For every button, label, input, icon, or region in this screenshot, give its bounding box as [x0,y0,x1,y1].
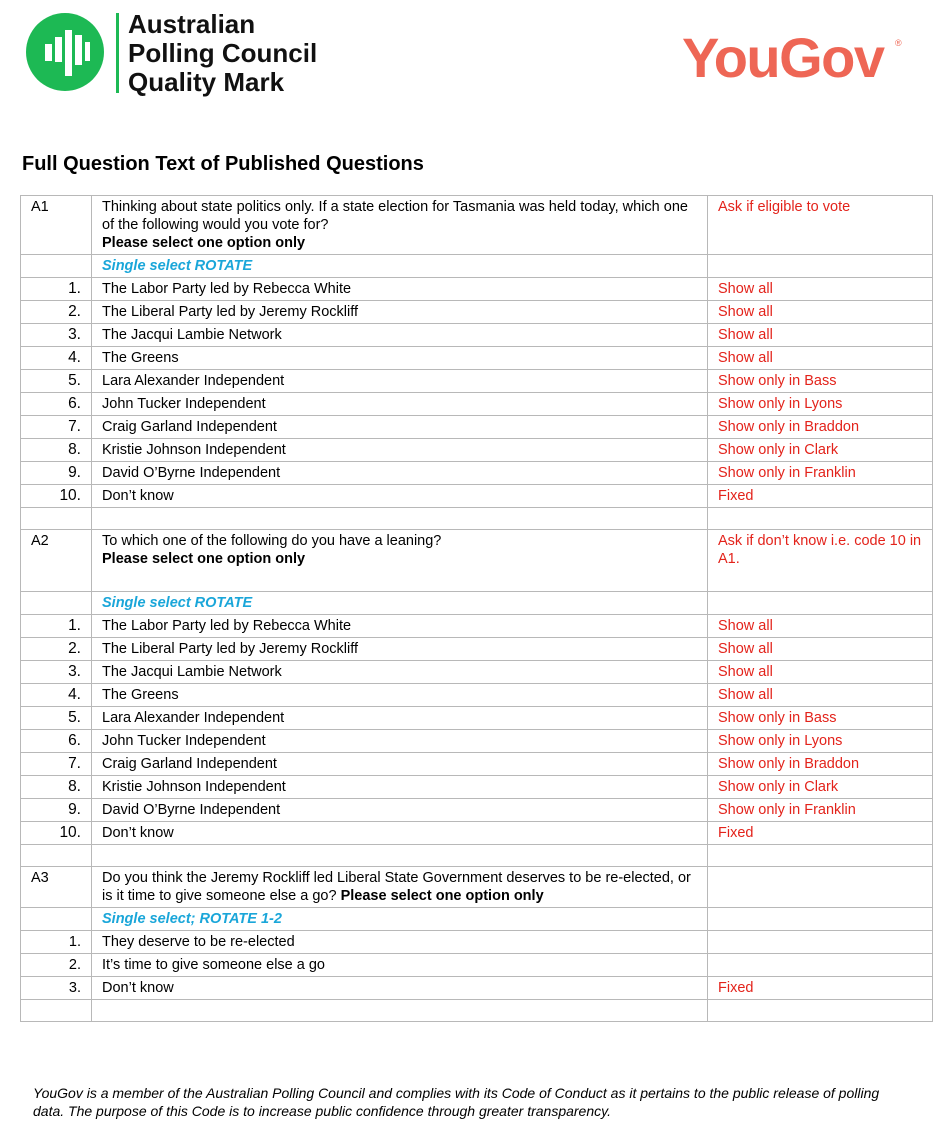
option-note: Show all [708,347,933,370]
question-text-cell [92,196,708,255]
option-row [21,439,933,462]
select-type-cell [92,255,708,278]
option-row [21,278,933,301]
empty-cell [92,845,708,867]
option-number: 8. [21,776,92,799]
option-note: Fixed [708,977,933,1000]
spacer-row [21,508,933,530]
option-label: John Tucker Independent [92,393,708,416]
option-number: 9. [21,799,92,822]
option-label: The Liberal Party led by Jeremy Rockliff [92,638,708,661]
option-label: Kristie Johnson Independent [92,439,708,462]
option-row [21,370,933,393]
option-label: Don’t know [92,977,708,1000]
empty-cell [92,1000,708,1022]
option-label: The Labor Party led by Rebecca White [92,615,708,638]
option-number: 1. [21,615,92,638]
option-row [21,638,933,661]
option-row [21,301,933,324]
empty-cell [21,1000,92,1022]
option-note: Show all [708,324,933,347]
option-row [21,954,933,977]
question-code: A1 [21,196,92,255]
option-note: Show all [708,684,933,707]
select-type-row [21,908,933,931]
empty-cell [21,255,92,278]
yougov-registered-mark: ® [895,38,902,48]
option-note: Show all [708,661,933,684]
spacer-row [21,1000,933,1022]
option-label: They deserve to be re-elected [92,931,708,954]
option-row [21,776,933,799]
option-note: Show all [708,278,933,301]
question-note [708,867,933,908]
option-row [21,393,933,416]
option-note: Show only in Bass [708,707,933,730]
empty-cell [708,1000,933,1022]
option-note: Fixed [708,822,933,845]
option-label: It’s time to give someone else a go [92,954,708,977]
apc-logo-divider [116,13,119,93]
option-note [708,931,933,954]
option-label: The Jacqui Lambie Network [92,324,708,347]
option-note: Show only in Braddon [708,416,933,439]
option-label: Don’t know [92,822,708,845]
question-text-cell [92,867,708,908]
option-row [21,347,933,370]
option-label: Craig Garland Independent [92,416,708,439]
option-number: 8. [21,439,92,462]
option-number: 9. [21,462,92,485]
empty-cell [21,845,92,867]
option-note [708,954,933,977]
question-instruction: Please select one option only [340,888,544,904]
apc-quality-mark-logo [26,9,346,97]
option-number: 6. [21,393,92,416]
option-row [21,485,933,508]
option-number: 7. [21,416,92,439]
select-type-label: Single select ROTATE [102,258,253,274]
option-row [21,684,933,707]
option-row [21,416,933,439]
option-note: Show all [708,615,933,638]
option-label: The Greens [92,684,708,707]
empty-cell [708,908,933,931]
question-text: Thinking about state politics only. If a state election for Tasmania was held today, which one of the following would you vote for? [102,199,688,233]
option-number: 6. [21,730,92,753]
option-number: 3. [21,661,92,684]
select-type-label: Single select ROTATE [102,595,253,611]
option-label: Lara Alexander Independent [92,707,708,730]
option-number: 2. [21,301,92,324]
option-label: John Tucker Independent [92,730,708,753]
option-number: 4. [21,347,92,370]
option-note: Show only in Lyons [708,393,933,416]
option-row [21,977,933,1000]
option-number: 4. [21,684,92,707]
option-note: Fixed [708,485,933,508]
empty-cell [708,508,933,530]
option-label: The Jacqui Lambie Network [92,661,708,684]
spacer-row [21,845,933,867]
option-row [21,615,933,638]
question-note: Ask if don’t know i.e. code 10 in A1. [708,530,933,592]
question-row [21,196,933,255]
option-label: Don’t know [92,485,708,508]
footer-disclaimer: YouGov is a member of the Australian Polling Council and complies with its Code of Conduct as it pertains to the public release of polling data. The purpose of this Code is to increase public confidence through greater transparency. [33,1085,880,1119]
apc-logo-line: Polling Council [128,38,318,68]
option-note: Show only in Franklin [708,462,933,485]
option-number: 5. [21,370,92,393]
option-label: The Greens [92,347,708,370]
apc-bars-icon [26,13,104,91]
question-text: Do you think the Jeremy Rockliff led Liberal State Government deserves to be re-elected, or is it time to give someone else a go? [102,870,691,904]
option-label: David O’Byrne Independent [92,462,708,485]
option-note: Show only in Braddon [708,753,933,776]
page-title: Full Question Text of Published Questions [22,153,424,175]
option-number: 5. [21,707,92,730]
select-type-row [21,255,933,278]
option-note: Show only in Bass [708,370,933,393]
empty-cell [21,508,92,530]
option-note: Show only in Clark [708,439,933,462]
questions-table [20,195,933,1022]
option-row [21,799,933,822]
option-note: Show only in Lyons [708,730,933,753]
yougov-logo: YouGov [682,26,884,89]
select-type-cell [92,908,708,931]
option-number: 10. [21,822,92,845]
option-number: 3. [21,324,92,347]
question-text-cell [92,530,708,592]
empty-cell [708,845,933,867]
option-row [21,822,933,845]
option-row [21,462,933,485]
apc-logo-text [128,10,317,97]
apc-logo-line: Quality Mark [128,67,285,97]
option-row [21,753,933,776]
question-instruction: Please select one option only [102,551,306,567]
option-number: 1. [21,278,92,301]
question-code: A2 [21,530,92,592]
option-row [21,730,933,753]
option-label: Lara Alexander Independent [92,370,708,393]
option-note: Show all [708,638,933,661]
empty-cell [708,592,933,615]
option-row [21,931,933,954]
question-row [21,867,933,908]
question-code: A3 [21,867,92,908]
option-number: 2. [21,638,92,661]
option-number: 10. [21,485,92,508]
empty-cell [708,255,933,278]
option-note: Show all [708,301,933,324]
option-label: The Labor Party led by Rebecca White [92,278,708,301]
empty-cell [21,592,92,615]
empty-cell [21,908,92,931]
option-row [21,324,933,347]
option-note: Show only in Clark [708,776,933,799]
option-number: 2. [21,954,92,977]
option-number: 1. [21,931,92,954]
apc-logo-line: Australian [128,9,256,39]
option-number: 3. [21,977,92,1000]
option-number: 7. [21,753,92,776]
select-type-cell [92,592,708,615]
option-label: Kristie Johnson Independent [92,776,708,799]
select-type-label: Single select; ROTATE 1-2 [102,911,282,927]
select-type-row [21,592,933,615]
option-row [21,661,933,684]
question-instruction: Please select one option only [102,235,306,251]
option-label: Craig Garland Independent [92,753,708,776]
option-label: David O’Byrne Independent [92,799,708,822]
option-row [21,707,933,730]
question-note: Ask if eligible to vote [708,196,933,255]
question-text: To which one of the following do you have a leaning? [102,533,442,549]
option-note: Show only in Franklin [708,799,933,822]
empty-cell [92,508,708,530]
option-label: The Liberal Party led by Jeremy Rockliff [92,301,708,324]
question-row [21,530,933,592]
